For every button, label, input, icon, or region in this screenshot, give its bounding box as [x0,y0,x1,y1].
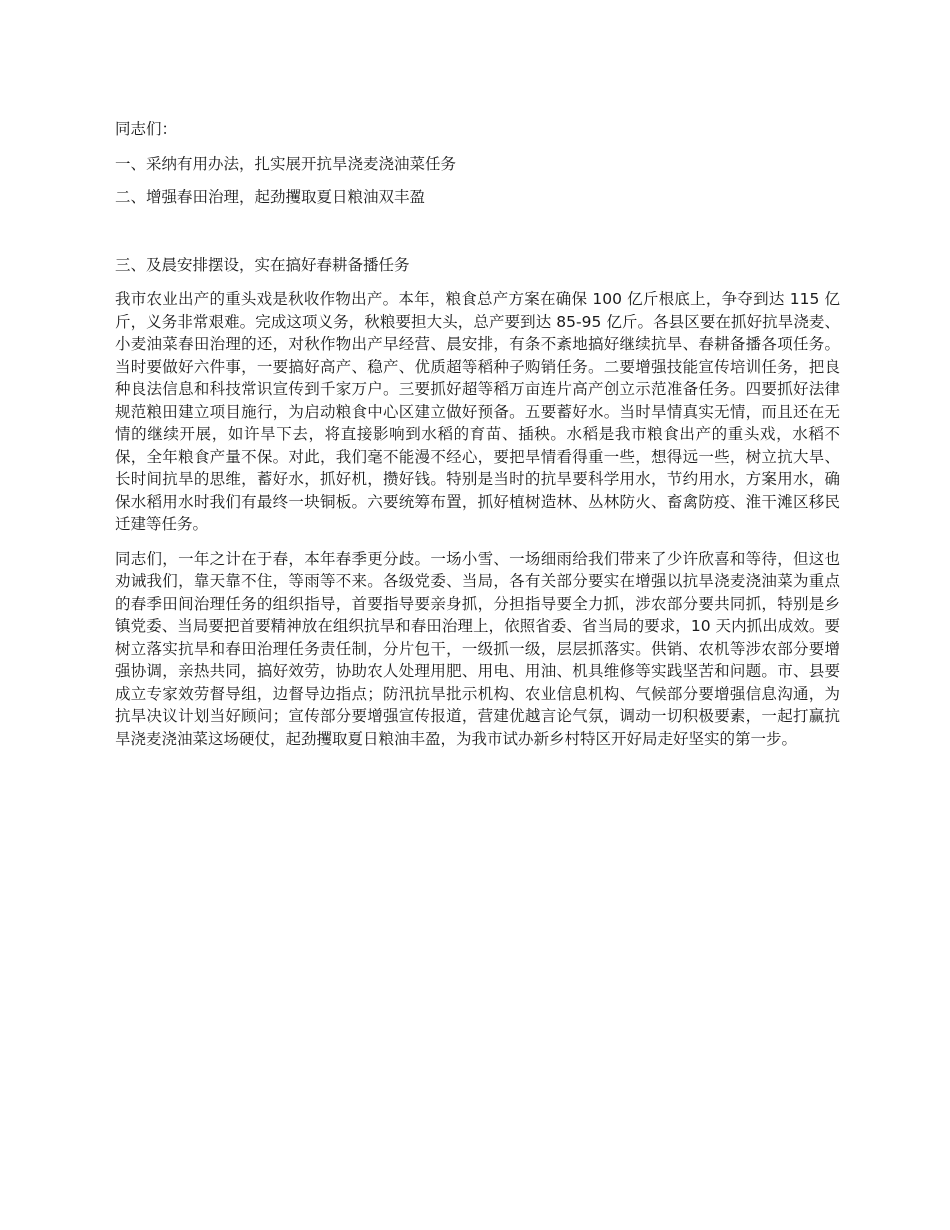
heading-1: 一、采纳有用办法，扎实展开抗旱浇麦浇油菜任务 [115,155,457,173]
heading-2: 二、增强春田治理，起劲攫取夏日粮油双丰盈 [115,188,426,206]
paragraph-2: 同志们，一年之计在于春，本年春季更分歧。一场小雪、一场细雨给我们带来了少许欣喜和等待，但这也劝诫我们，靠天靠不住，等雨等不来。各级党委、当局，各有关部分要实在增强以抗旱浇麦浇油菜为重点的春季田间治理任务的组织指导，首要指导要亲身抓，分担指导要全力抓，涉农部分要共同抓，特别是乡镇党委、当局要把首要精神放在组织抗旱和春田治理上，依照省委、省当局的要求，10 天内抓出成效。要树立落实抗旱和春田治理任务责任制，分片包干，一级抓一级，层层抓落实。供销、农机等涉农部分要增强协调，亲热共同，搞好效劳，协助农人处理用肥、用电、用油、机具维修等实践坚苦和问题。市、县要成立专家效劳督导组，边督导边指点；防汛抗旱批示机构、农业信息机构、气候部分要增强信息沟通，为抗旱决议计划当好顾问；宣传部分要增强宣传报道，营建优越言论气氛，调动一切积极要素，一起打赢抗旱浇麦浇油菜这场硬仗，起劲攫取夏日粮油丰盈，为我市试办新乡村特区开好局走好坚实的第一步。 [115,549,840,748]
heading-3: 三、及晨安排摆设，实在搞好春耕备播任务 [115,256,410,274]
document-body [115,118,840,750]
salutation: 同志们： [115,120,178,138]
paragraph-1: 我市农业出产的重头戏是秋收作物出产。本年，粮食总产方案在确保 100 亿斤根底上，争夺到达 115 亿斤，义务非常艰难。完成这项义务，秋粮要担大头，总产要到达 85-95 亿斤。各县区要在抓好抗旱浇麦、小麦油菜春田治理的还，对秋作物出产早经营、晨安排，有条不紊地搞好继续抗旱、春耕备播各项任务。当时要做好六件事，一要搞好高产、稳产、优质超等稻种子购销任务。二要增强技能宣传培训任务，把良种良法信息和科技常识宣传到千家万户。三要抓好超等稻万亩连片高产创立示范准备任务。四要抓好法律规范粮田建立项目施行，为启动粮食中心区建立做好预备。五要蓄好水。当时旱情真实无情，而且还在无情的继续开展，如许旱下去，将直接影响到水稻的育苗、插秧。水稻是我市粮食出产的重头戏，水稻不保，全年粮食产量不保。对此，我们毫不能漫不经心，要把旱情看得重一些，想得远一些，树立抗大旱、长时间抗旱的思维，蓄好水，抓好机，攒好钱。特别是当时的抗旱要科学用水，节约用水，方案用水，确保水稻用水时我们有最终一块铜板。六要统筹布置，抓好植树造林、丛林防火、畜禽防疫、淮干滩区移民迁建等任务。 [115,290,840,533]
